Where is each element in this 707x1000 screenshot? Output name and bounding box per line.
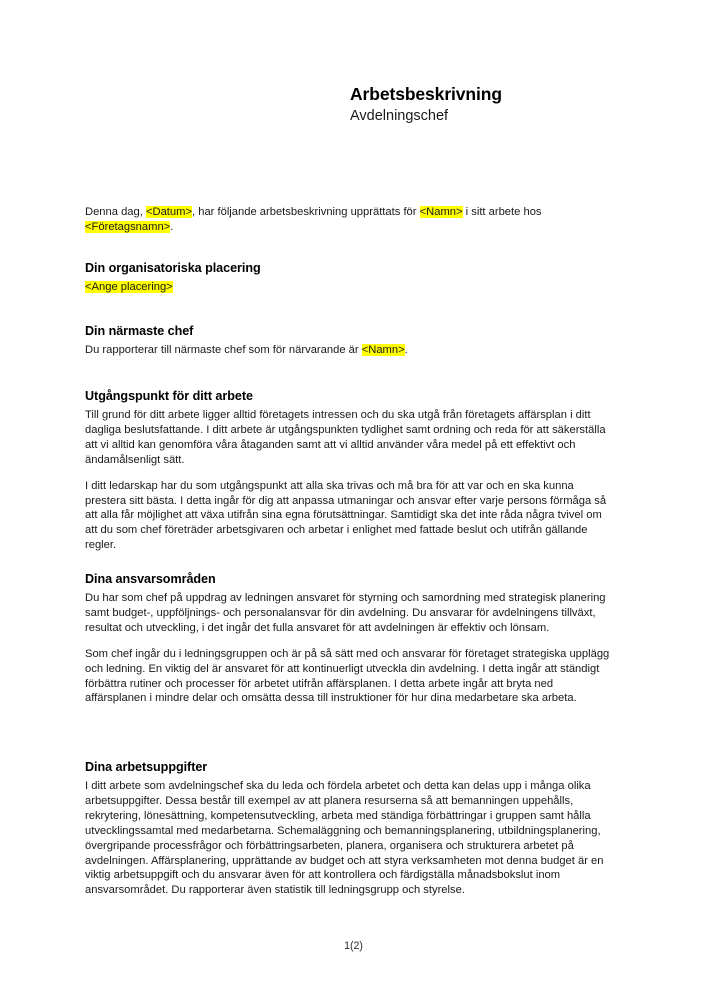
page-title: Arbetsbeskrivning xyxy=(350,84,502,104)
chef-text-before-name: Du rapporterar till närmaste chef som för närvarande är xyxy=(85,343,362,356)
placeholder-foretagsnamn[interactable]: <Företagsnamn> xyxy=(85,220,171,233)
section-narmaste-chef xyxy=(85,324,612,358)
section-heading-ansvarsomraden: Dina ansvarsområden xyxy=(85,572,216,586)
intro-text-after-name: i sitt arbete hos xyxy=(462,206,542,218)
placeholder-namn-chef[interactable]: <Namn> xyxy=(361,343,405,356)
section-heading-arbetsuppgifter: Dina arbetsuppgifter xyxy=(85,760,208,774)
section-body-chef xyxy=(85,343,612,358)
placeholder-namn-intro[interactable]: <Namn> xyxy=(419,206,463,218)
placeholder-ange-placering[interactable]: <Ange placering> xyxy=(85,280,173,293)
chef-text-end: . xyxy=(404,343,408,356)
placeholder-datum[interactable]: <Datum> xyxy=(145,206,192,218)
section-heading-placering: Din organisatoriska placering xyxy=(85,261,261,275)
document-title-block xyxy=(350,84,610,126)
section-body-placering xyxy=(85,280,612,295)
section-arbetsuppgifter xyxy=(85,760,612,898)
intro-text-before-date: Denna dag, xyxy=(85,206,146,218)
section-body-utgangspunkt-2: I ditt ledarskap har du som utgångspunkt att alla ska trivas och må bra för att var och en ska kunna prestera sitt bästa. I detta ingår för dig att anpassa utmaningar och ansvar efter varje persons förmåga så att alla får möjlighet att växa utifrån sina egna förutsättningar. Samtidigt ska det inte råda några tvivel om att du som chef företräder arbetsgivaren och arbetar i enlighet med fattade beslut och utifrån gällande regler. xyxy=(85,479,607,552)
section-body-utgangspunkt-1: Till grund för ditt arbete ligger alltid företagets intressen och du ska utgå från företagets affärsplan i ditt dagliga beslutsfattande. I ditt arbete är utgångspunkten tydlighet samt ordning och reda för att säkerställa att vi alltid kan genomföra våra åtaganden samt att vi alltid använder våra medel på ett effektivt och ändamålsenligt sätt. xyxy=(85,408,606,466)
intro-text-after-date: , har följande arbetsbeskrivning upprättats för xyxy=(192,206,420,218)
intro-paragraph xyxy=(85,205,612,235)
section-body-ansvarsomraden-2: Som chef ingår du i ledningsgruppen och är på så sätt med och ansvarar för företaget strategiska upplägg och ledning. En viktig del är ansvaret för att kontinuerligt utveckla din avdelning. I detta ingår att ständigt förbättra rutiner och processer för arbetet utifrån affärsplanen. I detta arbete ingår att bryta ned affärsplanen i mindre delar och omsätta dessa till instruktioner för hur dina medarbetare ska arbeta. xyxy=(85,647,610,705)
page-footer xyxy=(0,940,707,952)
section-ansvarsomraden xyxy=(85,572,612,706)
footer-page-number: 1(2) xyxy=(344,940,363,952)
section-body-ansvarsomraden-1: Du har som chef på uppdrag av ledningen ansvaret för styrning och samordning med strategisk planering samt budget-, uppföljnings- och personalansvar för din avdelning. Du ansvarar för avdelningens tillväxt, resultat och utveckling, i det ingår det fulla ansvaret för att avdelningen är effektiv och lönsam. xyxy=(85,591,606,634)
section-heading-chef: Din närmaste chef xyxy=(85,324,194,338)
page-subtitle: Avdelningschef xyxy=(350,108,449,125)
section-utgangspunkt xyxy=(85,389,612,553)
intro-text-end: . xyxy=(170,220,174,233)
section-body-arbetsuppgifter-1: I ditt arbete som avdelningschef ska du leda och fördela arbetet och detta kan delas upp i många olika arbetsuppgifter. Dessa består till exempel av att planera resurserna så att bemanningen uppehålls, rekrytering, lönesättning, kompetensutveckling, arbeta med ständiga förbättringar i gruppen samt hålla utvecklingssamtal med medarbetarna. Schemaläggning och bemanningsplanering, utbildningsplanering, övergripande processfrågor och förbättringsarbeten, planera, organisera och strukturera arbetet på avdelningen. Affärsplanering, upprättande av budget och att styra verksamheten mot denna budget är en viktig arbetsuppgift och du ansvarar även för att kontrollera och färdigställa månadsbokslut inom ansvarsområdet. Du rapporterar även statistik till ledningsgrupp och styrelse. xyxy=(85,779,604,897)
section-heading-utgangspunkt: Utgångspunkt för ditt arbete xyxy=(85,389,253,403)
section-organisatorisk-placering xyxy=(85,261,612,295)
